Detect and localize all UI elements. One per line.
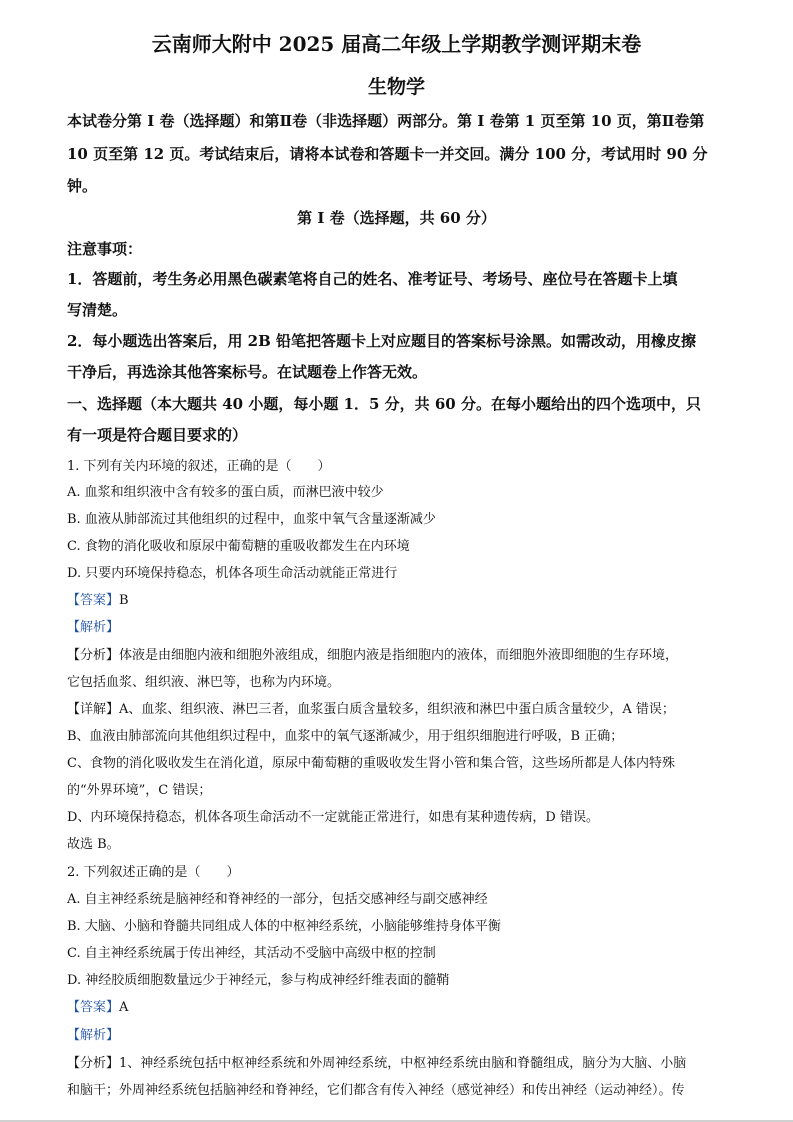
q1-explanation-7: D、内环境保持稳态，机体各项生命活动不一定就能正常进行，如患有某种遗传病，D 错误。: [67, 810, 599, 825]
note-line-3: 2．每小题选出答案后，用 2B 铅笔把答题卡上对应题目的答案标号涂黑。如需改动，用橡皮擦: [67, 332, 697, 350]
q1-option-a: A. 血浆和组织液中含有较多的蛋白质，而淋巴液中较少: [67, 485, 384, 500]
q1-explanation-3: 【详解】A、血浆、组织液、淋巴三者，血浆蛋白质含量较多，组织液和淋巴中蛋白质含量较少，A 错误；: [67, 702, 675, 717]
q2-answer: [67, 996, 733, 1015]
q1-explanation-5: C、食物的消化吸收发生在消化道，原尿中葡萄糖的重吸收发生肾小管和集合管，这些场所都是人体内特殊: [67, 756, 675, 771]
q1-analysis-tag: 【解析】: [67, 620, 120, 635]
section-heading: 第 I 卷（选择题，共 60 分）: [297, 209, 496, 227]
subject-title: 生物学: [367, 76, 425, 98]
note-line-1: 1．答题前，考生务必用黑色碳素笔将自己的姓名、准考证号、考场号、座位号在答题卡上填: [67, 270, 678, 288]
q2-option-a: A. 自主神经系统是脑神经和脊神经的一部分，包括交感神经与副交感神经: [67, 892, 488, 907]
q2-analysis-tag: 【解析】: [67, 1028, 120, 1043]
q2-explanation-1: 【分析】1、神经系统包括中枢神经系统和外周神经系统，中枢神经系统由脑和脊髓组成，脑分为大脑、小脑: [67, 1056, 687, 1071]
q1-option-d: D. 只要内环境保持稳态，机体各项生命活动就能正常进行: [67, 566, 398, 581]
q1-option-b: B. 血液从肺部流过其他组织的过程中，血浆中氧气含量逐渐减少: [67, 512, 436, 527]
q1-answer-tag: 【答案】: [67, 593, 120, 608]
note-line-4: 干净后，再选涂其他答案标号。在试题卷上作答无效。: [67, 363, 428, 381]
q2-answer-tag: 【答案】: [67, 1000, 120, 1015]
notes-heading: 注意事项：: [67, 240, 143, 258]
q1-stem: 1. 下列有关内环境的叙述，正确的是（ ）: [67, 459, 331, 474]
note-line-2: 写清楚。: [67, 301, 128, 319]
intro-line-1: 本试卷分第 I 卷（选择题）和第Ⅱ卷（非选择题）两部分。第 I 卷第 1 页至第 10 页，第Ⅱ卷第: [67, 112, 705, 130]
part-one-line-1: 一、选择题（本大题共 40 小题，每小题 1．5 分，共 60 分。在每小题给出的四个选项中，只: [67, 395, 701, 413]
q1-explanation-1: 【分析】体液是由细胞内液和细胞外液组成，细胞内液是指细胞内的液体，而细胞外液即细胞的生存环境，: [67, 648, 679, 663]
exam-title: 云南师大附中 2025 届高二年级上学期教学测评期末卷: [151, 32, 642, 56]
q2-stem: 2. 下列叙述正确的是（ ）: [67, 865, 240, 880]
q1-answer: [67, 589, 733, 608]
q2-option-c: C. 自主神经系统属于传出神经，其活动不受脑中高级中枢的控制: [67, 946, 436, 961]
part-one-line-2: 有一项是符合题目要求的）: [67, 426, 248, 444]
q1-explanation-8: 故选 B。: [67, 837, 120, 852]
q2-answer-value: A: [119, 1000, 129, 1015]
intro-line-2: 10 页至第 12 页。考试结束后，请将本试卷和答题卡一并交回。满分 100 分，考试用时 90 分: [67, 145, 708, 163]
q1-explanation-4: B、血液由肺部流向其他组织过程中，血浆中的氧气逐渐减少，用于组织细胞进行呼吸，B 正确；: [67, 729, 624, 744]
intro-line-3: 钟。: [67, 177, 98, 195]
q1-explanation-2: 它包括血浆、组织液、淋巴等，也称为内环境。: [67, 675, 341, 690]
q1-answer-value: B: [119, 593, 129, 608]
q2-explanation-2: 和脑干；外周神经系统包括脑神经和脊神经，它们都含有传入神经（感觉神经）和传出神经（运动神经）。传: [67, 1083, 685, 1098]
q2-option-d: D. 神经胶质细胞数量远少于神经元，参与构成神经纤维表面的髓鞘: [67, 973, 450, 988]
q1-explanation-6: 的“外界环境”，C 错误；: [67, 783, 212, 798]
q2-option-b: B. 大脑、小脑和脊髓共同组成人体的中枢神经系统，小脑能够维持身体平衡: [67, 919, 501, 934]
q1-option-c: C. 食物的消化吸收和原尿中葡萄糖的重吸收都发生在内环境: [67, 539, 410, 554]
